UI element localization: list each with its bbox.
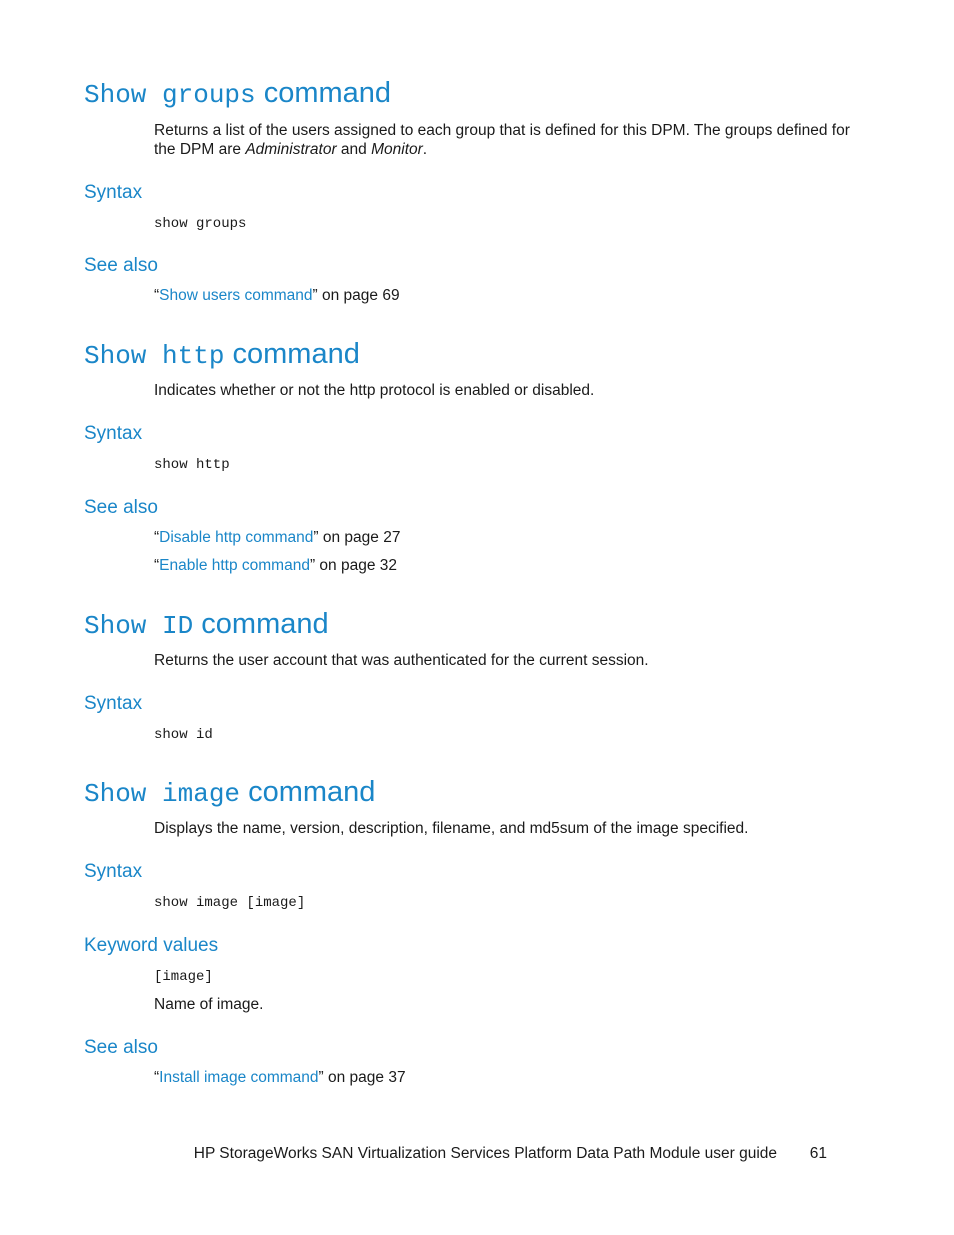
command-name: Show image (84, 779, 241, 809)
description-line: Returns the user account that was authenticated for the current session. (154, 652, 649, 669)
description-line: the DPM are Administrator and Monitor. (154, 141, 428, 158)
see-also-item: “Enable http command” on page 32 (154, 557, 398, 574)
section-title-show-image (84, 776, 375, 810)
description-line: Indicates whether or not the http protocol is enabled or disabled. (154, 382, 595, 399)
see-also-heading: See also (84, 497, 158, 518)
see-also-item: “Show users command” on page 69 (154, 287, 400, 304)
syntax-heading: Syntax (84, 861, 143, 882)
syntax-heading: Syntax (84, 182, 143, 203)
keyword-description: Name of image. (154, 996, 264, 1013)
command-name: Show ID (84, 611, 194, 641)
syntax-code: show image [image] (154, 895, 306, 911)
cross-reference-link[interactable]: Show users command (159, 287, 313, 304)
syntax-heading: Syntax (84, 423, 143, 444)
command-name: Show http (84, 341, 225, 371)
section-title-show-id (84, 608, 329, 642)
description-line: Returns a list of the users assigned to each group that is defined for this DPM. The groups defined for (154, 122, 850, 139)
see-also-heading: See also (84, 1037, 158, 1058)
cross-reference-link[interactable]: Install image command (159, 1069, 319, 1086)
footer-guide-title: HP StorageWorks SAN Virtualization Services Platform Data Path Module user guide (193, 1145, 777, 1162)
see-also-heading: See also (84, 255, 158, 276)
syntax-heading: Syntax (84, 693, 143, 714)
cross-reference-link[interactable]: Enable http command (159, 557, 310, 574)
syntax-code: show groups (154, 216, 247, 232)
command-word: command (263, 77, 392, 109)
section-title-show-http (84, 338, 360, 372)
description-line: Displays the name, version, description, filename, and md5sum of the image specified. (154, 820, 749, 837)
page-number: 61 (809, 1145, 827, 1162)
syntax-code: show id (154, 727, 213, 743)
see-also-item: “Install image command” on page 37 (154, 1069, 406, 1086)
keyword-values-heading: Keyword values (84, 935, 219, 956)
command-word: command (232, 338, 360, 370)
section-title-show-groups (84, 77, 391, 111)
cross-reference-link[interactable]: Disable http command (159, 529, 314, 546)
keyword-code: [image] (154, 969, 213, 985)
syntax-code: show http (154, 457, 230, 473)
command-name: Show groups (84, 80, 256, 110)
command-word: command (201, 608, 329, 640)
command-word: command (248, 776, 376, 808)
see-also-item: “Disable http command” on page 27 (154, 529, 401, 546)
